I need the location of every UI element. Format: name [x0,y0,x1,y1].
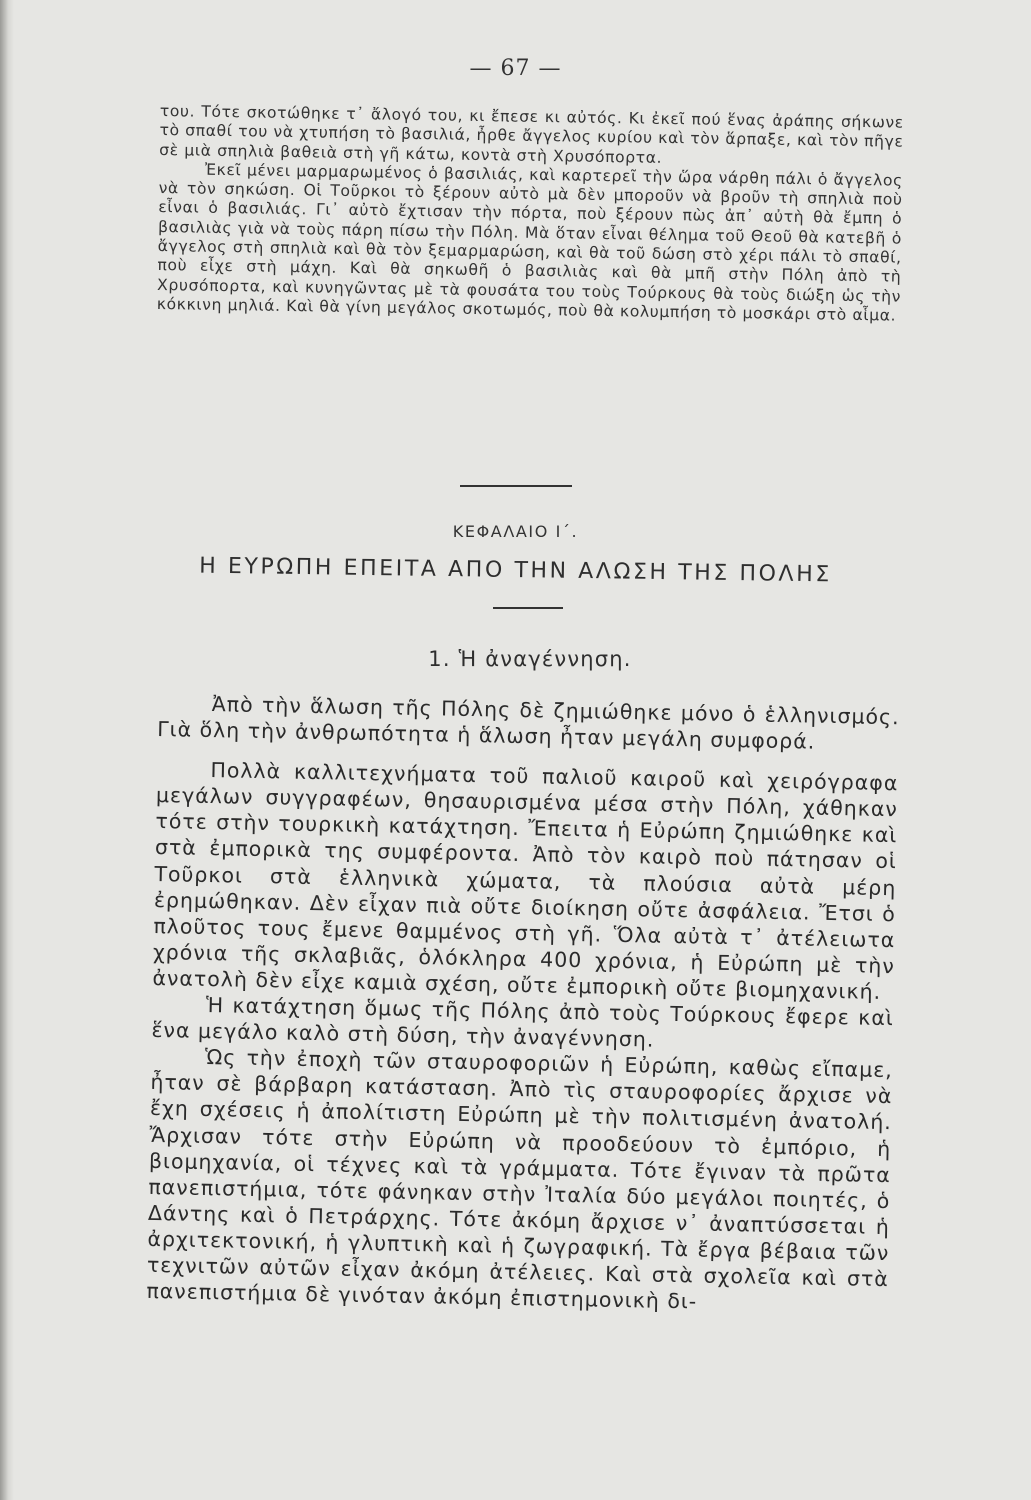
chapter-title: Η ΕΥΡΩΠΗ ΕΠΕΙΤΑ ΑΠΟ ΤΗΝ ΑΛΩΣΗ ΤΗΣ ΠΟΛΗΣ [199,553,832,588]
chapter-body-text [146,690,900,1318]
section-divider [460,485,572,487]
title-divider [493,607,563,609]
section-title: 1. Ἡ ἀναγέννηση. [428,647,632,671]
chapter-label: ΚΕΦΑΛΑΙΟ Ι΄. [452,522,579,541]
body-paragraph: Ἀπὸ τὴν ἅλωση τῆς Πόλης δὲ ζημιώθηκε μόνο ὁ ἑλληνισμός. Γιὰ ὅλη τὴν ἀνθρωπότητα ἡ ἅλωση ἦταν μεγάλη συμφορά. [157,692,900,754]
page-number: — 67 — [469,56,562,81]
body-paragraph: Ὡς τὴν ἐποχὴ τῶν σταυροφοριῶν ἡ Εὐρώπη, καθὼς εἴπαμε, ἦταν σὲ βάρβαρη κατάσταση. Ἀπὸ τὶς σταυροφορίες ἄρχισε νὰ ἔχη σχέσεις ἡ ἀπολίτιστη Εὐρώπη μὲ τὴν πολιτισμένη ἀνατολή. Ἄρχισαν τότε στὴν Εὐρώπη νὰ προοδεύουν τὸ ἐμπόριο, ἡ βιομηχανία, οἱ τέχνες καὶ τὰ γράμματα. Τότε ἔγιναν τὰ πρῶτα πανεπιστήμια, τότε φάνηκαν στὴν Ἰταλία δύο μεγάλοι ποιητές, ὁ Δάντης καὶ ὁ Πετράρχης. Τότε ἀκόμη ἄρχισε ν᾽ ἀναπτύσσεται ἡ ἀρχιτεκτονική, ἡ γλυπτικὴ καὶ ἡ ζωγραφική. Τὰ ἔργα βέβαια τῶν τεχνιτῶν αὐτῶν εἶχαν ἀκόμη ἀτέλειες. Καὶ στὰ σχολεῖα καὶ στὰ πανεπιστήμια δὲ γινόταν ἀκόμη ἐπιστημονικὴ δι- [146,1045,894,1314]
body-paragraph: Πολλὰ καλλιτεχνήματα τοῦ παλιοῦ καιροῦ καὶ χειρόγραφα μεγάλων συγγραφέων, θησαυρισμένα μέσα στὴν Πόλη, χάθηκαν τότε στὴν τουρκικὴ κατάχτηση. Ἔπειτα ἡ Εὐρώπη ζημιώθηκε καὶ στὰ ἐμπορικὰ της συμφέροντα. Ἀπὸ τὸν καιρὸ ποὺ πάτησαν οἱ Τοῦρκοι στὰ ἑλληνικὰ χώματα, τὰ πλούσια αὐτὰ μέρη ἐρημώθηκαν. Δὲν εἶχαν πιὰ οὔτε διοίκηση οὔτε ἀσφάλεια. Ἔτσι ὁ πλοῦτος τους ἔμενε θαμμένος στὴ γῆ. Ὅλα αὐτὰ τ᾽ ἀτέλειωτα χρόνια τῆς σκλαβιᾶς, ὁλόκληρα 400 χρόνια, ἡ Εὐρώπη μὲ τὴν ἀνατολὴ δὲν εἶχε καμιὰ σχέση, οὔτε ἐμπορικὴ οὔτε βιομηχανική. [152,758,899,1004]
story-paragraph: Ἐκεῖ μένει μαρμαρωμένος ὁ βασιλιάς, καὶ καρτερεῖ τὴν ὥρα νάρθη πάλι ὁ ἄγγελος νὰ τὸν σηκώση. Οἱ Τοῦρκοι τὸ ξέρουν αὐτὸ μὰ δὲν μποροῦν νὰ βροῦν τὴ σπηλιὰ ποὺ εἶναι ὁ βασιλιάς. Γι᾽ αὐτὸ ἔχτισαν τὴν πόρτα, ποὺ ξέρουν πὼς ἀπ᾽ αὐτὴ θὰ ἔμπη ὁ βασιλιὰς γιὰ νὰ τοὺς πάρη πίσω τὴν Πόλη. Μὰ ὅταν εἶναι θέλημα τοῦ Θεοῦ θὰ κατεβῆ ὁ ἄγγελος στὴ σπηλιὰ καὶ θὰ τὸν ξεμαρμαρώση, καὶ θὰ τοῦ δώση στὸ χέρι πάλι τὸ σπαθί, ποὺ εἶχε στὴ μάχη. Καὶ θὰ σηκωθῆ ὁ βασιλιὰς καὶ θὰ μπῆ στὴν Πόλη ἀπὸ τὴ Χρυσόπορτα, καὶ κυνηγῶντας μὲ τὰ φουσάτα του τοὺς Τούρκους θὰ τοὺς διώξη ὡς τὴν κόκκινη μηλιά. Καὶ θὰ γίνη μεγάλος σκοτωμός, ποὺ θὰ κολυμπήση τὸ μοσκάρι στὸ αἷμα. [156,160,903,325]
story-text-block [157,102,904,326]
story-paragraph: του. Τότε σκοτώθηκε τ᾽ ἄλογό του, κι ἔπεσε κι αὐτός. Κι ἐκεῖ πού ἕνας ἀράπης σήκωνε τὸ σπαθί του νὰ χτυπήση τὸ βασιλιά, ἦρθε ἄγγελος κυρίου καὶ τὸν ἅρπαξε, καὶ τὸν πῆγε σὲ μιὰ σπηλιὰ βαθειὰ στὴ γῆ κάτω, κοντὰ στὴ Χρυσόπορτα. [159,102,904,167]
page-edge-shadow [0,0,14,1500]
body-paragraph: Ἡ κατάχτηση ὅμως τῆς Πόλης ἀπὸ τοὺς Τούρκους ἔφερε καὶ ἕνα μεγάλο καλὸ στὴ δύση, τὴν ἀναγέννηση. [151,993,895,1052]
